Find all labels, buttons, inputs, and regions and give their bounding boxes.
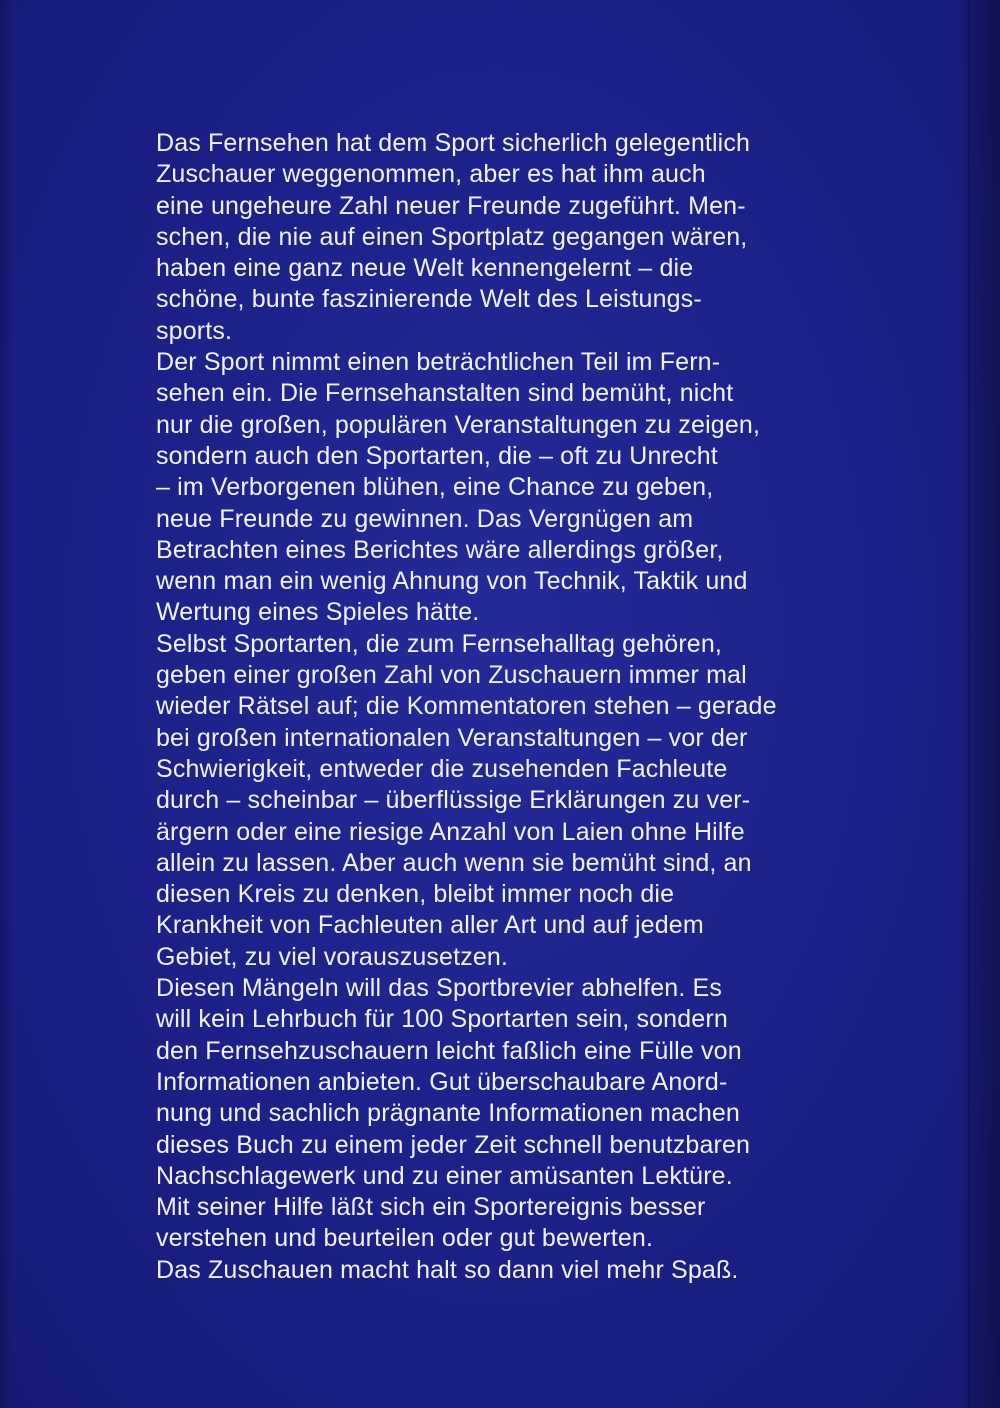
blurb-line: schen, die nie auf einen Sportplatz gegangen wären, (156, 222, 748, 251)
blurb-line: wenn man ein wenig Ahnung von Technik, Taktik und (156, 567, 748, 596)
blurb-line: Der Sport nimmt einen beträchtlichen Teil im Fern- (156, 348, 721, 377)
blurb-line: sports. (156, 316, 233, 345)
back-cover-blurb (156, 128, 896, 1286)
blurb-line: – im Verborgenen blühen, eine Chance zu geben, (156, 473, 714, 502)
blurb-line: ärgern oder eine riesige Anzahl von Laien ohne Hilfe (156, 817, 745, 846)
blurb-line: wieder Rätsel auf; die Kommentatoren stehen – gerade (156, 692, 777, 721)
spine-crease (968, 0, 970, 1408)
blurb-line: Das Fernsehen hat dem Sport sicherlich gelegentlich (156, 129, 751, 157)
blurb-line: Krankheit von Fachleuten aller Art und auf jedem (156, 911, 704, 940)
blurb-line: Wertung eines Spieles hätte. (156, 598, 480, 627)
blurb-line: Gebiet, zu viel vorauszusetzen. (156, 942, 509, 971)
blurb-line: nung und sachlich prägnante Informationen machen (156, 1099, 740, 1128)
blurb-line: dieses Buch zu einem jeder Zeit schnell benutzbaren (156, 1130, 751, 1159)
blurb-line: nur die großen, populären Veranstaltungen zu zeigen, (156, 410, 761, 439)
blurb-line: bei großen internationalen Veranstaltungen – vor der (156, 723, 748, 752)
blurb-line: eine ungeheure Zahl neuer Freunde zugeführt. Men- (156, 191, 746, 220)
blurb-line: sondern auch den Sportarten, die – oft zu Unrecht (156, 441, 718, 470)
cover-left-edge (0, 0, 12, 1408)
blurb-line: diesen Kreis zu denken, bleibt immer noch die (156, 880, 675, 909)
blurb-line: Schwierigkeit, entweder die zusehenden Fachleute (156, 754, 728, 783)
blurb-line: verstehen und beurteilen oder gut bewerten. (156, 1224, 654, 1253)
blurb-line: Diesen Mängeln will das Sportbrevier abhelfen. Es (156, 974, 722, 1003)
blurb-line: sehen ein. Die Fernsehanstalten sind bemüht, nicht (156, 379, 734, 408)
blurb-line: Betrachten eines Berichtes wäre allerdings größer, (156, 535, 724, 564)
blurb-line: Das Zuschauen macht halt so dann viel mehr Spaß. (156, 1255, 739, 1284)
blurb-line: Selbst Sportarten, die zum Fernsehalltag gehören, (156, 629, 723, 658)
blurb-line: geben einer großen Zahl von Zuschauern immer mal (156, 661, 747, 690)
blurb-line: haben eine ganz neue Welt kennengelernt – die (156, 254, 694, 283)
blurb-line: Informationen anbieten. Gut überschaubare Anord- (156, 1067, 728, 1096)
blurb-line: den Fernsehzuschauern leicht faßlich eine Fülle von (156, 1036, 742, 1065)
blurb-line: durch – scheinbar – überflüssige Erklärungen zu ver- (156, 786, 751, 815)
blurb-line: will kein Lehrbuch für 100 Sportarten sein, sondern (156, 1005, 728, 1034)
blurb-line: Mit seiner Hilfe läßt sich ein Sportereignis besser (156, 1193, 706, 1222)
blurb-line: Zuschauer weggenommen, aber es hat ihm auch (156, 160, 706, 189)
blurb-line: allein zu lassen. Aber auch wenn sie bemüht sind, an (156, 848, 752, 877)
blurb-line: schöne, bunte faszinierende Welt des Leistungs- (156, 285, 702, 314)
spine-shadow (958, 0, 1000, 1408)
blurb-line: Nachschlagewerk und zu einer amüsanten Lektüre. (156, 1161, 733, 1190)
blurb-line: neue Freunde zu gewinnen. Das Vergnügen am (156, 504, 694, 533)
